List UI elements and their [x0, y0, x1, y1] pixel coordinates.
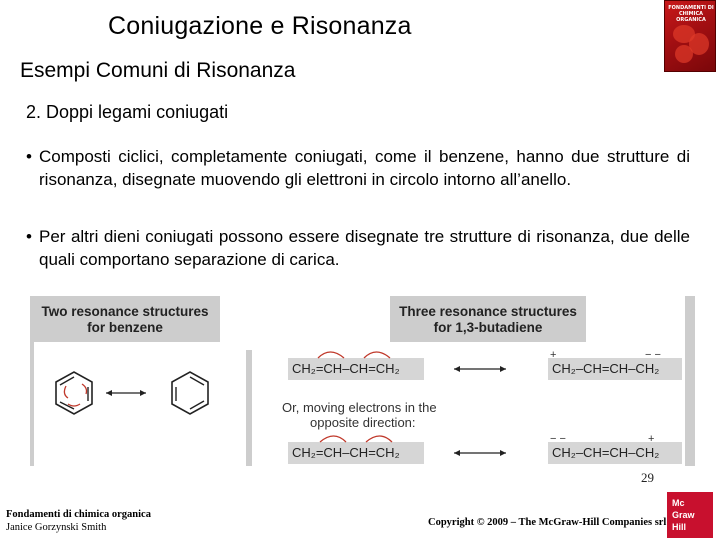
curved-arrows: [288, 346, 428, 360]
benzene-structures: [30, 364, 230, 444]
publisher-logo-line: Hill: [672, 522, 687, 532]
alternate-direction-text: [282, 400, 437, 430]
copyright-notice: Copyright © 2009 – The McGraw-Hill Companies srl: [428, 517, 667, 528]
slide-title: Coniugazione e Risonanza: [108, 12, 412, 40]
butadiene-header-line: Three resonance structures: [399, 304, 577, 319]
footer-book-title: Fondamenti di chimica organica: [6, 509, 151, 520]
bullet-text: Per altri dieni coniugati possono essere disegnate tre strutture di risonanza, due delle quali comportano separazione di carica.: [39, 227, 690, 269]
benzene-ring-with-arrows: [56, 372, 92, 414]
benzene-header-line: Two resonance structures: [41, 304, 209, 319]
bullet-marker: •: [26, 227, 32, 246]
resonance-arrow: [106, 390, 146, 396]
bullet-text: Composti ciclici, completamente coniugati, come il benzene, hanno due strutture di risonanza, disegnate muovendo gli elettroni in circolo intorno all’anello.: [39, 147, 690, 189]
footer-author: Janice Gorzynski Smith: [6, 522, 107, 533]
alternate-line: Or, moving electrons in the: [282, 400, 437, 415]
page-number: 29: [641, 470, 654, 485]
footer-book-info: [6, 508, 151, 534]
minus-charge: − −: [550, 433, 566, 445]
bullet-marker: •: [26, 147, 32, 166]
benzene-header-line: for benzene: [87, 320, 163, 335]
resonance-arrow: [450, 446, 510, 460]
butadiene-header-line: for 1,3-butadiene: [433, 320, 543, 335]
publisher-logo-line: Graw: [672, 510, 695, 520]
minus-charge: − −: [645, 349, 661, 361]
publisher-logo-line: Mc: [672, 498, 685, 508]
publisher-logo: [667, 492, 713, 538]
curved-arrows: [288, 430, 428, 444]
benzene-ring: [172, 372, 208, 414]
slide-subtitle: Esempi Comuni di Risonanza: [20, 59, 296, 82]
book-cover-image: [664, 0, 716, 72]
butadiene-neutral-formula: CH₂=CH–CH=CH₂: [288, 442, 424, 464]
section-heading: 2. Doppi legami coniugati: [26, 102, 229, 122]
butadiene-charged-formula: CH₂–CH=CH–CH₂: [548, 442, 682, 464]
panel-border: [685, 296, 695, 466]
bullet-item: [26, 145, 690, 191]
resonance-arrow: [450, 362, 510, 376]
book-cover-title: FONDAMENTI DI CHIMICA ORGANICA: [668, 5, 714, 23]
plus-charge: +: [550, 349, 557, 361]
butadiene-header: [390, 304, 586, 336]
panel-divider: [246, 350, 252, 466]
butadiene-charged-formula: CH₂–CH=CH–CH₂: [548, 358, 682, 380]
benzene-header: [30, 304, 220, 336]
resonance-figure: [30, 296, 696, 466]
plus-charge: +: [648, 433, 655, 445]
alternate-line: opposite direction:: [310, 415, 416, 430]
bullet-item: [26, 225, 690, 271]
butadiene-neutral-formula: CH₂=CH–CH=CH₂: [288, 358, 424, 380]
